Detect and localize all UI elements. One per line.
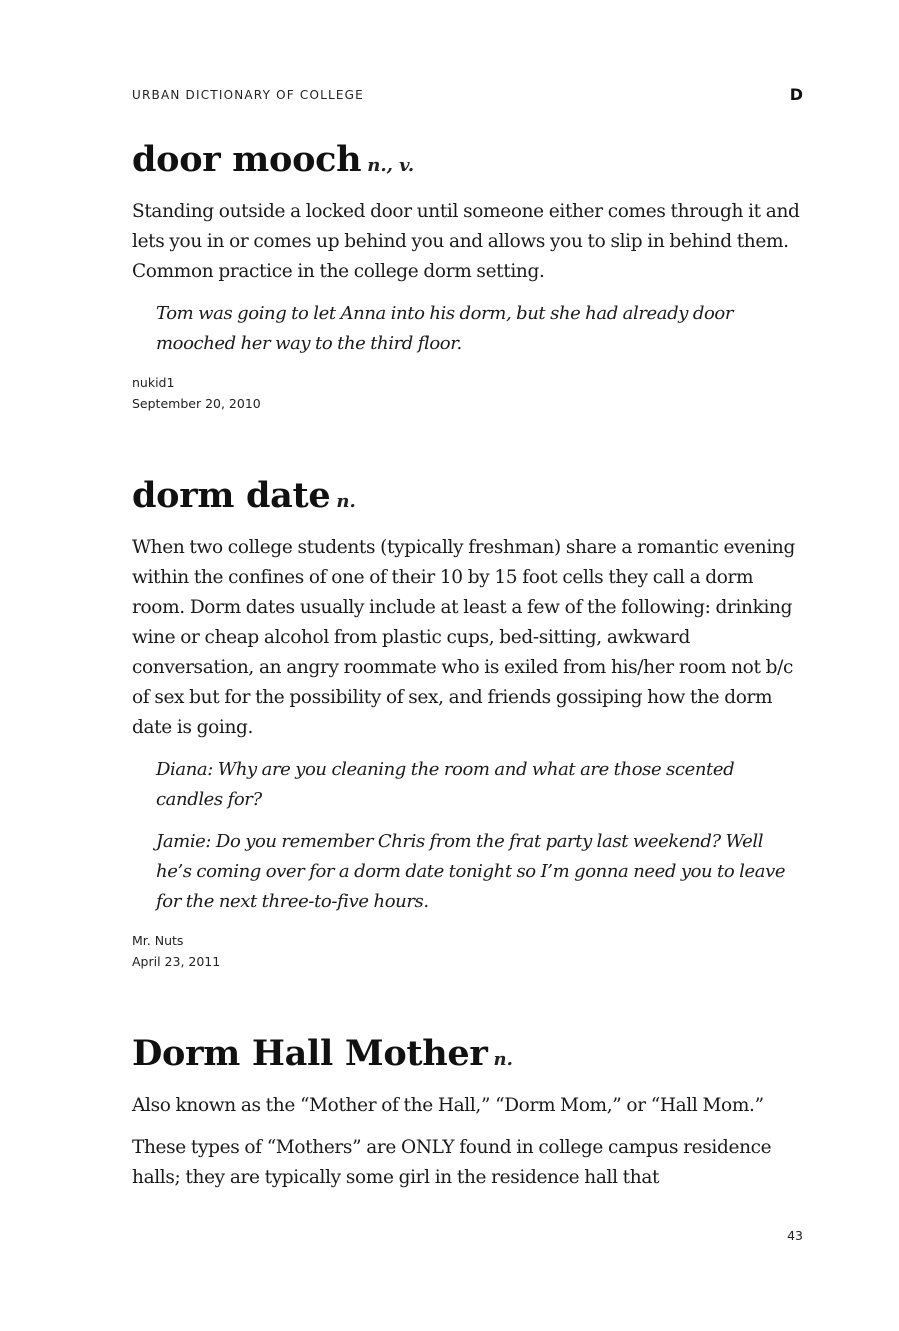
author: nukid1 (132, 375, 175, 390)
headword-line (132, 475, 803, 521)
definition: These types of “Mothers” are ONLY found in college campus residence halls; they are typically some girl in the residence hall that (132, 1137, 772, 1188)
running-head (132, 85, 803, 106)
part-of-speech: n. (493, 1049, 513, 1070)
section-letter: D (789, 85, 803, 104)
example-sentence: Jamie: Do you remember Chris from the frat party last weekend? Well he’s coming over for a dorm date tonight so I’m gonna need you to leave for the next three-to-five hours. (156, 831, 786, 912)
example-sentence: Diana: Why are you cleaning the room and what are those scented candles for? (156, 759, 735, 810)
headword-line (132, 1033, 803, 1079)
headword: dorm date (132, 475, 331, 516)
headword-line (132, 139, 803, 185)
headword: door mooch (132, 139, 362, 180)
definition: Also known as the “Mother of the Hall,” “Dorm Mom,” or “Hall Mom.” (132, 1095, 764, 1116)
entry-date: April 23, 2011 (132, 954, 221, 969)
part-of-speech: n., v. (367, 155, 415, 176)
part-of-speech: n. (336, 491, 356, 512)
entry-meta (132, 930, 803, 972)
definition: When two college students (typically freshman) share a romantic evening within the confines of one of their 10 by 15 foot cells they call a dorm room. Dorm dates usually include at least a few of the following: drinking wine or cheap alcohol from plastic cups, bed-sitting, awkward conversation, an angry roommate who is exiled from his/her room not b/c of sex but for the possibility of sex, and friends gossiping how the dorm date is going. (132, 537, 795, 738)
dictionary-entry (132, 139, 803, 414)
entry-date: September 20, 2010 (132, 396, 261, 411)
dictionary-entry (132, 475, 803, 972)
dictionary-entry (132, 1033, 803, 1193)
entry-meta (132, 372, 803, 414)
headword: Dorm Hall Mother (132, 1033, 488, 1074)
definition: Standing outside a locked door until someone either comes through it and lets you in or comes up behind you and allows you to slip in behind them. Common practice in the college dorm setting. (132, 201, 800, 282)
example-sentence: Tom was going to let Anna into his dorm, but she had already door mooched her way to the third floor. (156, 303, 734, 354)
running-title: URBAN DICTIONARY OF COLLEGE (132, 88, 364, 102)
page-number: 43 (787, 1228, 803, 1243)
author: Mr. Nuts (132, 933, 184, 948)
